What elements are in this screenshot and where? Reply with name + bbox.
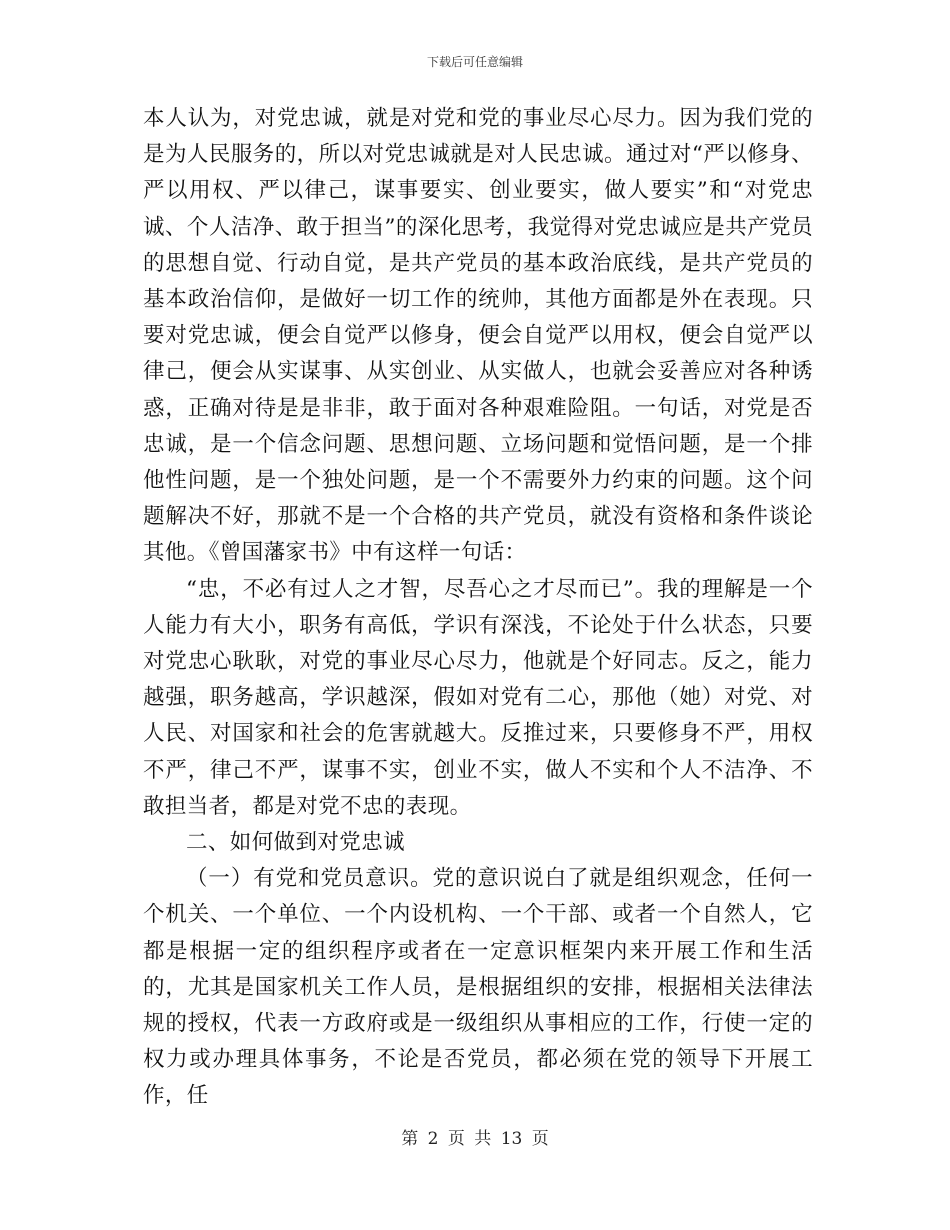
footer-middle: 页 共 xyxy=(447,1129,492,1149)
paragraph-loyalty-definition: 本人认为，对党忠诚，就是对党和党的事业尽心尽力。因为我们党的是为人民服务的，所以对党忠诚就是对人民忠诚。通过对“严以修身、严以用权、严以律己，谋事要实、创业要实，做人要实”和“对党忠诚、个人洁净、敢于担当”的深化思考，我觉得对党忠诚应是共产党员的思想自觉、行动自觉，是共产党员的基本政治底线，是共产党员的基本政治信仰，是做好一切工作的统帅，其他方面都是外在表现。只要对党忠诚，便会自觉严以修身，便会自觉严以用权，便会自觉严以律己，便会从实谋事、从实创业、从实做人，也就会妥善应对各种诱惑，正确对待是是非非，敢于面对各种艰难险阻。一句话，对党是否忠诚，是一个信念问题、思想问题、立场问题和觉悟问题，是一个排他性问题，是一个独处问题，是一个不需要外力约束的问题。这个问题解决不好，那就不是一个合格的共产党员，就没有资格和条件谈论其他。《曾国藩家书》中有这样一句话： xyxy=(143,106,813,566)
footer-suffix: 页 xyxy=(531,1129,549,1149)
page-footer xyxy=(0,1127,950,1151)
document-body xyxy=(143,101,813,1115)
paragraph-party-awareness: （一）有党和党员意识。党的意识说白了就是组织观念，任何一个机关、一个单位、一个内设机构、一个干部、或者一个自然人，它都是根据一定的组织程序或者在一定意识框架内来开展工作和生活的，尤其是国家机关工作人员，是根据组织的安排，根据相关法律法规的授权，代表一方政府或是一级组织从事相应的工作，行使一定的权力或办理具体事务，不论是否党员，都必须在党的领导下开展工作，任 xyxy=(143,866,813,1109)
section-heading-how-to-be-loyal: 二、如何做到对党忠诚 xyxy=(186,830,406,856)
paragraph-quote-interpretation: “忠，不必有过人之才智，尽吾心之才尽而已”。我的理解是一个人能力有大小，职务有高低，学识有深浅，不论处于什么状态，只要对党忠心耿耿，对党的事业尽心尽力，他就是个好同志。反之，能力越强，职务越高，学识越深，假如对党有二心，那他（她）对党、对人民、对国家和社会的危害就越大。反推过来，只要修身不严，用权不严，律己不严，谋事不实，创业不实，做人不实和个人不洁净、不敢担当者，都是对党不忠的表现。 xyxy=(143,576,813,819)
footer-total-pages: 13 xyxy=(500,1129,523,1149)
footer-prefix: 第 xyxy=(401,1129,419,1149)
footer-current-page: 2 xyxy=(427,1129,439,1149)
page-header-note: 下载后可任意编辑 xyxy=(426,55,523,69)
